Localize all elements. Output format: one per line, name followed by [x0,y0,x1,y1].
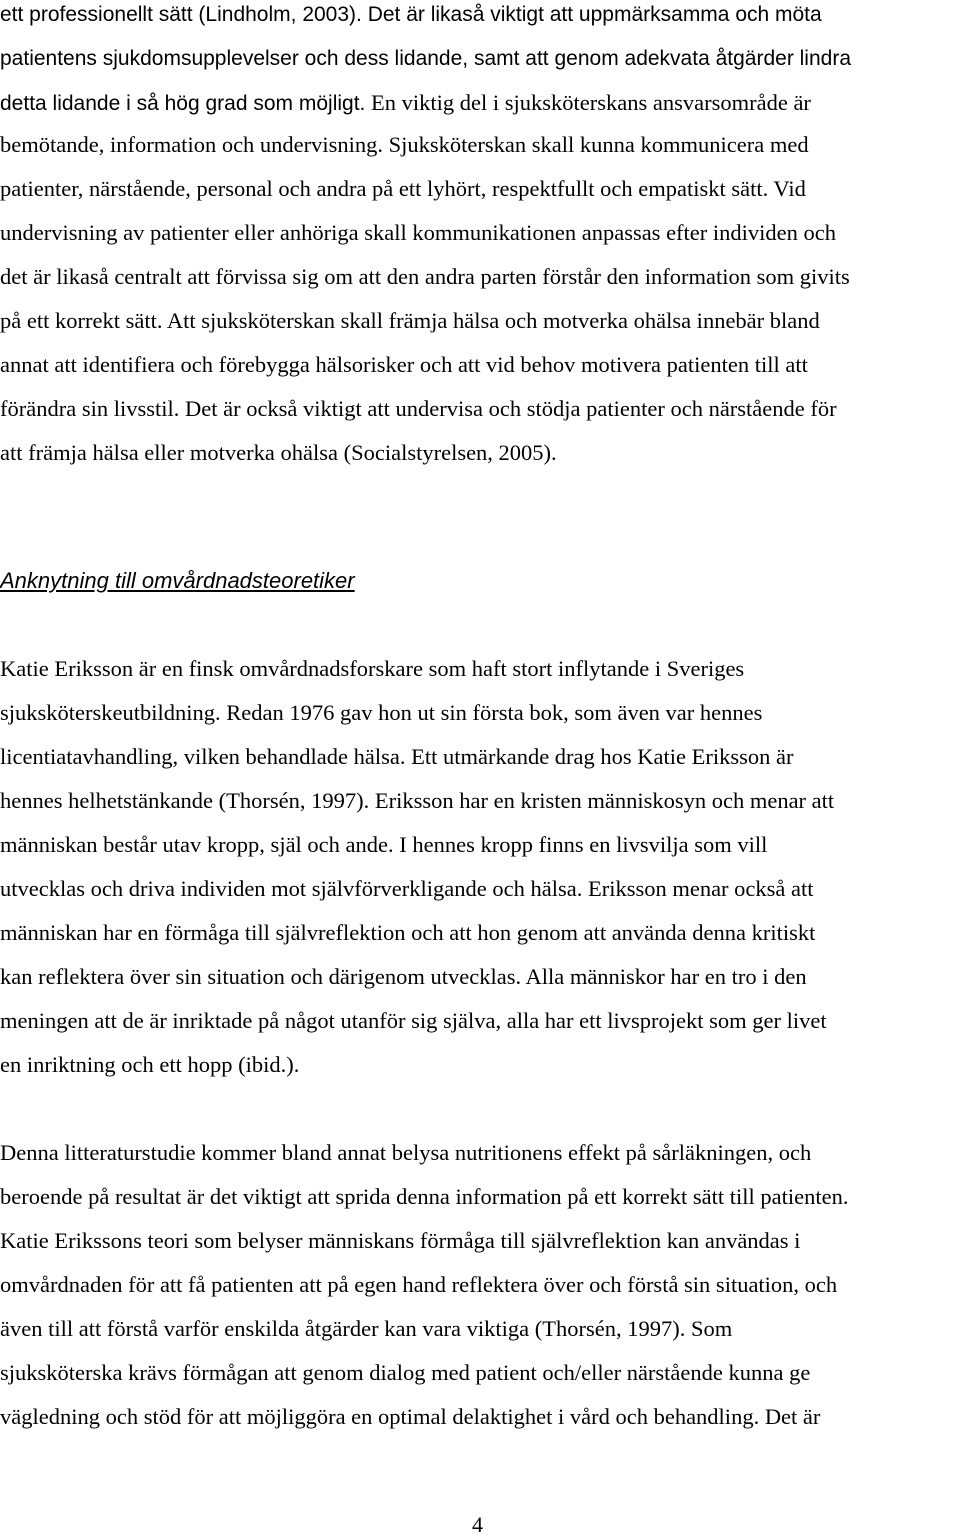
text-span: detta lidande i så hög grad som möjligt. [0,92,366,115]
text-line: sjuksköterskeutbildning. Redan 1976 gav hon ut sin första bok, som även var hennes [0,700,763,725]
text-line: undervisning av patienter eller anhöriga skall kommunikationen anpassas efter individen och [0,220,837,245]
text-line: bemötande, information och undervisning. Sjuksköterskan skall kunna kommunicera med [0,132,809,157]
text-line: omvårdnaden för att få patienten att på egen hand reflektera över och förstå sin situation, och [0,1272,838,1297]
text-line: ett professionellt sätt (Lindholm, 2003). Det är likaså viktigt att uppmärksamma och möta [0,3,822,26]
text-line: att främja hälsa eller motverka ohälsa (Socialstyrelsen, 2005). [0,440,557,465]
text-line: utvecklas och driva individen mot självförverkligande och hälsa. Eriksson menar också att [0,876,814,901]
text-line: Katie Erikssons teori som belyser människans förmåga till självreflektion kan användas i [0,1228,801,1253]
text-line: på ett korrekt sätt. Att sjuksköterskan skall främja hälsa och motverka ohälsa innebär bland [0,308,820,333]
text-span: En viktig del i sjuksköterskans ansvarsområde är [365,90,811,115]
page-number: 4 [472,1512,483,1537]
text-line: meningen att de är inriktade på något utanför sig själva, alla har ett livsprojekt som ger livet [0,1008,827,1033]
text-line: människan har en förmåga till självreflektion och att hon genom att använda denna kritiskt [0,920,816,945]
text-line: förändra sin livsstil. Det är också viktigt att undervisa och stödja patienter och närstående för [0,396,837,421]
text-line: beroende på resultat är det viktigt att sprida denna information på ett korrekt sätt till patienten. [0,1184,849,1209]
text-line: patientens sjukdomsupplevelser och dess lidande, samt att genom adekvata åtgärder lindra [0,47,852,70]
text-line: Denna litteraturstudie kommer bland annat belysa nutritionens effekt på sårläkningen, och [0,1140,812,1165]
text-line: även till att förstå varför enskilda åtgärder kan vara viktiga (Thorsén, 1997). Som [0,1316,733,1341]
section-heading: Anknytning till omvårdnadsteoretiker [0,568,355,593]
text-line: vägledning och stöd för att möjliggöra en optimal delaktighet i vård och behandling. Det är [0,1404,821,1429]
text-line: patienter, närstående, personal och andra på ett lyhört, respektfullt och empatiskt sätt. Vid [0,176,806,201]
text-line: det är likaså centralt att förvissa sig om att den andra parten förstår den information som givits [0,264,850,289]
text-line: sjuksköterska krävs förmågan att genom dialog med patient och/eller närstående kunna ge [0,1360,811,1385]
text-line [0,90,811,117]
text-line: en inriktning och ett hopp (ibid.). [0,1052,300,1077]
text-line: människan består utav kropp, själ och ande. I hennes kropp finns en livsvilja som vill [0,832,768,857]
text-line: hennes helhetstänkande (Thorsén, 1997). Eriksson har en kristen människosyn och menar att [0,788,835,813]
text-line: annat att identifiera och förebygga hälsorisker och att vid behov motivera patienten till att [0,352,808,377]
text-line: licentiatavhandling, vilken behandlade hälsa. Ett utmärkande drag hos Katie Eriksson är [0,744,794,769]
text-line: kan reflektera över sin situation och därigenom utvecklas. Alla människor har en tro i den [0,964,807,989]
text-line: Katie Eriksson är en finsk omvårdnadsforskare som haft stort inflytande i Sveriges [0,656,745,681]
